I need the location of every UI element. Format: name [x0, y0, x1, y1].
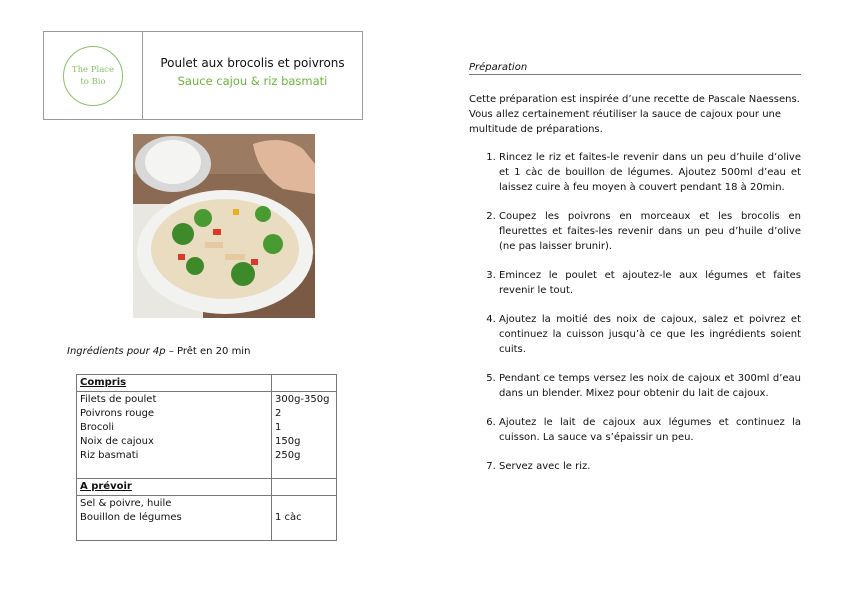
- step-item: 1. Rincez le riz et faites-le revenir dans un peu d’huile d’olive et 1 càc de bouillon de légumes. Ajoutez 500ml d’eau et laissez cuire à feu moyen à couvert pendant 18 à 20min.: [499, 150, 801, 195]
- preparation-title: Préparation: [469, 62, 801, 75]
- section-to-provide-label: A prévoir: [77, 479, 272, 496]
- section-included-label: Compris: [77, 375, 272, 392]
- ingredient-qty: [275, 497, 333, 511]
- preparation-steps: [469, 150, 801, 488]
- ingredient-name: Noix de cajoux: [80, 436, 154, 447]
- ingredient-qty: 2: [275, 408, 282, 419]
- table-row: [77, 392, 337, 479]
- recipe-subtitle: Sauce cajou & riz basmati: [177, 73, 328, 88]
- step-item: 2. Coupez les poivrons en morceaux et les brocolis en fleurettes et faites-les revenir dans un peu d’huile d’olive (ne pas laisser brunir).: [499, 209, 801, 254]
- section-included-qty: [272, 375, 337, 392]
- to-provide-names: [77, 496, 272, 541]
- logo-line-2: to Bio: [80, 76, 106, 87]
- ingredient-qty: 250g: [275, 450, 301, 461]
- step-item: 3. Emincez le poulet et ajoutez-le aux légumes et faites revenir le tout.: [499, 268, 801, 298]
- title-cell: [143, 32, 362, 119]
- included-quantities: [272, 392, 337, 479]
- logo-line-1: The Place: [71, 64, 115, 75]
- ingredients-heading-servings: Ingrédients pour 4p: [67, 346, 166, 357]
- ingredients-table: [76, 374, 337, 541]
- ingredient-name: Sel & poivre, huile: [80, 498, 172, 509]
- table-row: [77, 375, 337, 392]
- section-to-provide-qty: [272, 479, 337, 496]
- ingredient-name: Bouillon de légumes: [80, 512, 182, 523]
- logo-cell: [44, 32, 143, 119]
- step-item: 6. Ajoutez le lait de cajoux aux légumes et continuez la cuisson. La sauce va s’épaissir un peu.: [499, 415, 801, 445]
- ingredient-name: Brocoli: [80, 422, 115, 433]
- ingredients-heading-time: – Prêt en 20 min: [165, 346, 251, 357]
- ingredient-qty: 1: [275, 422, 282, 433]
- dish-photo: [133, 134, 315, 318]
- ingredient-name: Poivrons rouge: [80, 408, 155, 419]
- table-row: [77, 496, 337, 541]
- ingredient-qty: 1 càc: [275, 512, 302, 523]
- recipe-header: [43, 31, 363, 120]
- ingredients-heading: [67, 346, 250, 357]
- recipe-title: Poulet aux brocolis et poivrons: [160, 55, 345, 70]
- step-item: 4. Ajoutez la moitié des noix de cajoux, salez et poivrez et continuez la cuisson jusqu’à ce que les ingrédients soient cuits.: [499, 312, 801, 357]
- ingredient-name: Filets de poulet: [80, 394, 157, 405]
- ingredient-qty: 150g: [275, 436, 301, 447]
- step-item: 5. Pendant ce temps versez les noix de cajoux et 300ml d’eau dans un blender. Mixez pour obtenir du lait de cajoux.: [499, 371, 801, 401]
- step-item: 7. Servez avec le riz.: [499, 459, 801, 474]
- table-row: [77, 479, 337, 496]
- ingredient-qty: 300g-350g: [275, 394, 330, 405]
- to-provide-quantities: [272, 496, 337, 541]
- brand-logo: [63, 46, 123, 106]
- ingredient-name: Riz basmati: [80, 450, 139, 461]
- preparation-intro: Cette préparation est inspirée d’une recette de Pascale Naessens. Vous allez certainement réutiliser la sauce de cajoux pour une multitude de préparations.: [469, 94, 800, 135]
- included-names: [77, 392, 272, 479]
